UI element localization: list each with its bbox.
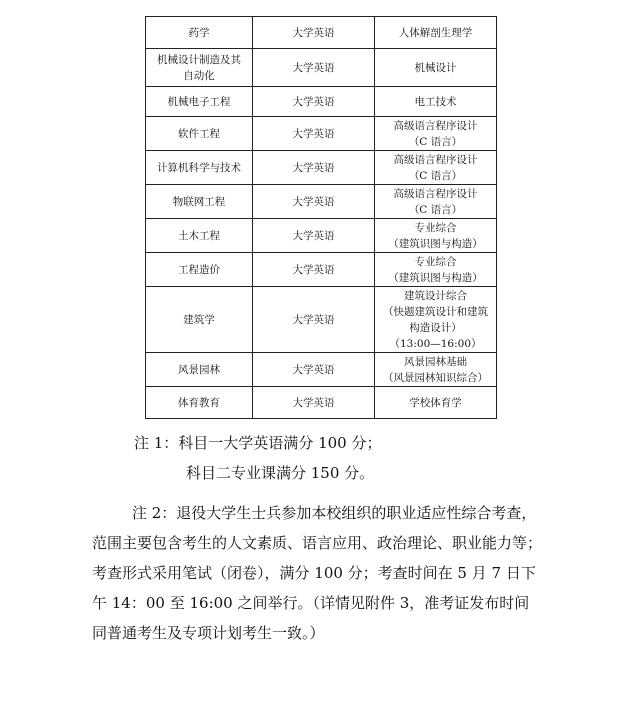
subject-1-cell: 大学英语 bbox=[253, 117, 375, 151]
table-row bbox=[146, 387, 497, 419]
notes-section bbox=[92, 428, 542, 648]
table-row bbox=[146, 185, 497, 219]
subject-1-cell: 大学英语 bbox=[253, 49, 375, 87]
subject-2-cell: 高级语言程序设计 （C 语言） bbox=[375, 185, 497, 219]
subject-1-cell: 大学英语 bbox=[253, 353, 375, 387]
major-cell: 工程造价 bbox=[146, 253, 253, 287]
subject-1-cell: 大学英语 bbox=[253, 17, 375, 49]
major-cell: 建筑学 bbox=[146, 287, 253, 353]
table-row bbox=[146, 287, 497, 353]
subject-2-cell: 风景园林基础 （风景园林知识综合） bbox=[375, 353, 497, 387]
major-cell: 软件工程 bbox=[146, 117, 253, 151]
subject-2-cell: 人体解剖生理学 bbox=[375, 17, 497, 49]
note-1-line-2: 科目二专业课满分 150 分。 bbox=[186, 464, 375, 482]
major-cell: 机械电子工程 bbox=[146, 87, 253, 117]
exam-subjects-table bbox=[145, 16, 497, 419]
subject-2-cell: 建筑设计综合 （快题建筑设计和建筑 构造设计） （13:00—16:00） bbox=[375, 287, 497, 353]
subject-2-cell: 专业综合 （建筑识图与构造） bbox=[375, 253, 497, 287]
subject-1-cell: 大学英语 bbox=[253, 151, 375, 185]
subject-2-cell: 学校体育学 bbox=[375, 387, 497, 419]
note-2-paragraph: 注 2：退役大学生士兵参加本校组织的职业适应性综合考查，范围主要包含考生的人文素质、语言应用、政治理论、职业能力等；考查形式采用笔试（闭卷），满分 100 分；考查时间在 5 月 7 日下午 14：00 至 16:00 之间举行。（详情见附件 3，准考证发布时间同普通考生及专项计划考生一致。） bbox=[92, 504, 543, 642]
subject-1-cell: 大学英语 bbox=[253, 253, 375, 287]
major-cell: 体育教育 bbox=[146, 387, 253, 419]
major-cell: 物联网工程 bbox=[146, 185, 253, 219]
major-cell: 药学 bbox=[146, 17, 253, 49]
table-row bbox=[146, 17, 497, 49]
major-cell: 风景园林 bbox=[146, 353, 253, 387]
table-row bbox=[146, 87, 497, 117]
subject-1-cell: 大学英语 bbox=[253, 387, 375, 419]
subject-1-cell: 大学英语 bbox=[253, 287, 375, 353]
subject-2-cell: 高级语言程序设计 （C 语言） bbox=[375, 117, 497, 151]
subject-1-cell: 大学英语 bbox=[253, 219, 375, 253]
subject-2-cell: 高级语言程序设计 （C 语言） bbox=[375, 151, 497, 185]
table-row bbox=[146, 353, 497, 387]
major-cell: 机械设计制造及其 自动化 bbox=[146, 49, 253, 87]
table-row bbox=[146, 253, 497, 287]
subject-2-cell: 电工技术 bbox=[375, 87, 497, 117]
subject-1-cell: 大学英语 bbox=[253, 87, 375, 117]
table-row bbox=[146, 117, 497, 151]
major-cell: 土木工程 bbox=[146, 219, 253, 253]
subject-2-cell: 机械设计 bbox=[375, 49, 497, 87]
table-row bbox=[146, 49, 497, 87]
note-1-line-1: 注 1：科目一大学英语满分 100 分； bbox=[134, 434, 382, 452]
major-cell: 计算机科学与技术 bbox=[146, 151, 253, 185]
subject-2-cell: 专业综合 （建筑识图与构造） bbox=[375, 219, 497, 253]
subject-1-cell: 大学英语 bbox=[253, 185, 375, 219]
table-row bbox=[146, 151, 497, 185]
table-row bbox=[146, 219, 497, 253]
